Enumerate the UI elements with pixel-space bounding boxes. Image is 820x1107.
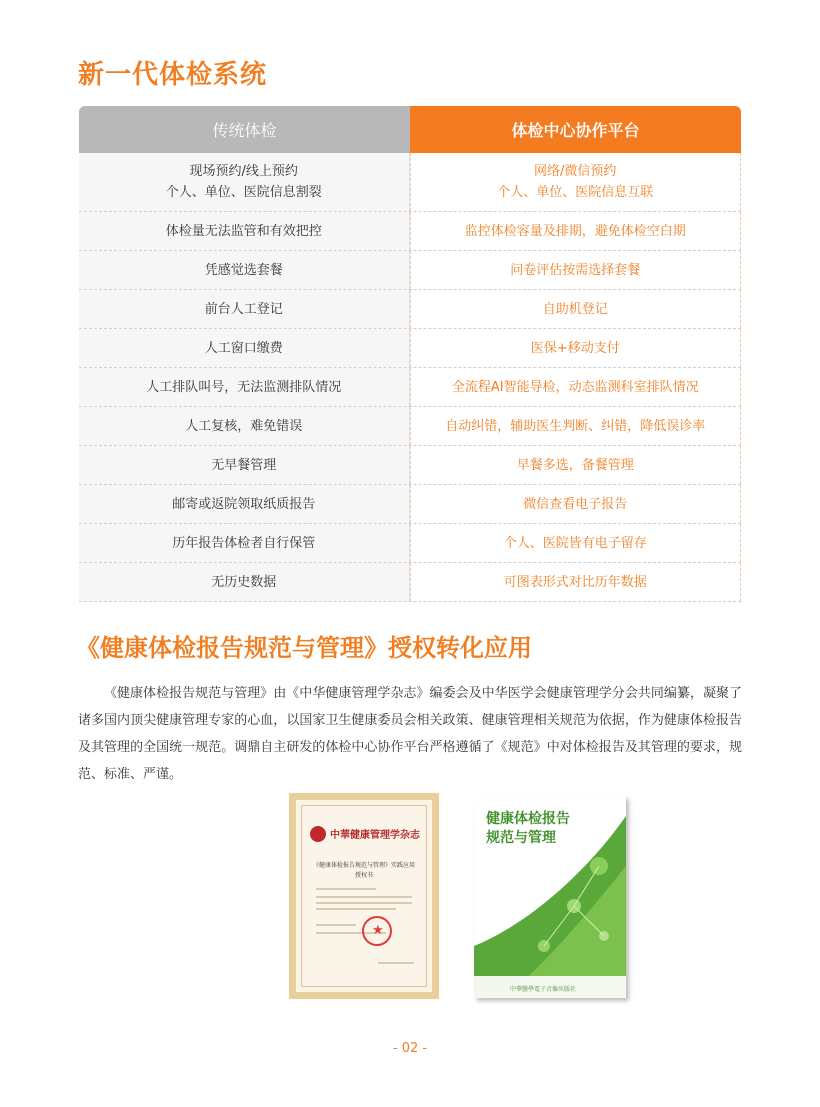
traditional-cell [79, 368, 410, 406]
cell-text: 邮寄或返院领取纸质报告 [172, 496, 316, 512]
platform-cell [410, 329, 742, 367]
cell-text: 人工复核，难免错误 [185, 418, 303, 434]
authorization-certificate-image [289, 793, 439, 999]
cell-text: 全流程AI智能导检，动态监测科室排队情况 [451, 379, 699, 395]
traditional-cell [79, 329, 410, 367]
platform-cell [410, 407, 742, 445]
table-row [79, 290, 741, 329]
certificate-title: 《健康体检报告规范与管理》实践应用 [312, 862, 415, 869]
cell-text: 凭感觉选套餐 [204, 262, 283, 278]
header-platform: 体检中心协作平台 [410, 106, 741, 153]
table-row [79, 251, 741, 290]
cell-text: 早餐多选，备餐管理 [516, 457, 634, 473]
table-row [79, 446, 741, 485]
table-row [79, 524, 741, 563]
certificate-text-line [316, 902, 412, 904]
traditional-cell [79, 407, 410, 445]
cell-text: 网络/微信预约 [534, 164, 617, 179]
platform-cell [410, 290, 742, 328]
cell-text: 可图表形式对比历年数据 [503, 574, 647, 590]
cell-text: 前台人工登记 [204, 301, 283, 317]
table-row [79, 329, 741, 368]
section-title-new-system: 新一代体检系统 [78, 60, 268, 90]
book-publisher: 中華醫學電子音像出版社 [510, 986, 577, 993]
traditional-cell [79, 485, 410, 523]
cell-text: 个人、单位、医院信息割裂 [165, 185, 322, 200]
header-traditional: 传统体检 [79, 106, 410, 153]
cell-text: 人工窗口缴费 [204, 340, 283, 356]
cell-text: 历年报告体检者自行保管 [172, 535, 316, 551]
cell-text: 个人、医院皆有电子留存 [503, 535, 647, 551]
table-body [79, 153, 741, 602]
platform-cell [410, 251, 742, 289]
certificate-date-line [378, 962, 414, 964]
traditional-cell [79, 290, 410, 328]
certificate-subtitle: 授权书 [354, 872, 373, 879]
cell-text: 问卷评估按需选择套餐 [510, 262, 641, 278]
table-row [79, 212, 741, 251]
traditional-cell [79, 153, 410, 211]
book-title [486, 810, 570, 848]
page-number: - 02 - [392, 1041, 428, 1056]
platform-cell [410, 153, 742, 211]
platform-cell [410, 563, 742, 601]
table-row [79, 563, 741, 602]
certificate-text-line [316, 908, 396, 910]
cell-text: 监控体检容量及排期，避免体检空白期 [464, 223, 686, 239]
traditional-cell [79, 212, 410, 250]
certificate-text-line [316, 896, 412, 898]
cell-text: 无早餐管理 [211, 457, 277, 473]
platform-cell [410, 212, 742, 250]
cell-text: 无历史数据 [211, 574, 277, 590]
journal-logo-icon [310, 826, 326, 842]
table-row [79, 368, 741, 407]
cell-text: 个人、单位、医院信息互联 [497, 185, 654, 200]
platform-cell [410, 524, 742, 562]
cell-text: 现场预约/线上预约 [189, 164, 298, 179]
table-header [79, 106, 741, 153]
traditional-cell [79, 251, 410, 289]
cell-text: 微信查看电子报告 [523, 496, 628, 512]
cell-text: 人工排队叫号，无法监测排队情况 [146, 379, 342, 395]
section-title-authorization: 《健康体检报告规范与管理》授权转化应用 [76, 634, 532, 662]
red-seal-icon: ★ [362, 916, 392, 946]
book-title-line: 规范与管理 [486, 830, 556, 846]
description-paragraph: 《健康体检报告规范与管理》由《中华健康管理学杂志》编委会及中华医学会健康管理学分会共同编纂，凝聚了诸多国内顶尖健康管理专家的心血，以国家卫生健康委员会相关政策、健康管理相关规范为依据，作为健康体检报告及其管理的全国统一规范。调鼎自主研发的体检中心协作平台严格遵循了《规范》中对体检报告及其管理的要求，规范、标准、严谨。 [78, 686, 742, 782]
certificate-text-line [316, 924, 356, 926]
platform-cell [410, 485, 742, 523]
cell-text: 体检量无法监管和有效把控 [165, 223, 322, 239]
platform-cell [410, 368, 742, 406]
cell-text: 自助机登记 [542, 301, 608, 317]
cell-text: 医保+移动支付 [530, 340, 620, 356]
book-cover-image [474, 796, 626, 998]
platform-cell [410, 446, 742, 484]
table-row [79, 153, 741, 212]
certificate-header: 中華健康管理学杂志 [330, 830, 420, 841]
certificate-text-line [316, 888, 376, 890]
table-row [79, 407, 741, 446]
book-title-line: 健康体检报告 [486, 811, 570, 827]
traditional-cell [79, 446, 410, 484]
traditional-cell [79, 524, 410, 562]
comparison-table [79, 106, 741, 602]
traditional-cell [79, 563, 410, 601]
cell-text: 自动纠错，辅助医生判断、纠错，降低误诊率 [445, 418, 706, 434]
table-row [79, 485, 741, 524]
